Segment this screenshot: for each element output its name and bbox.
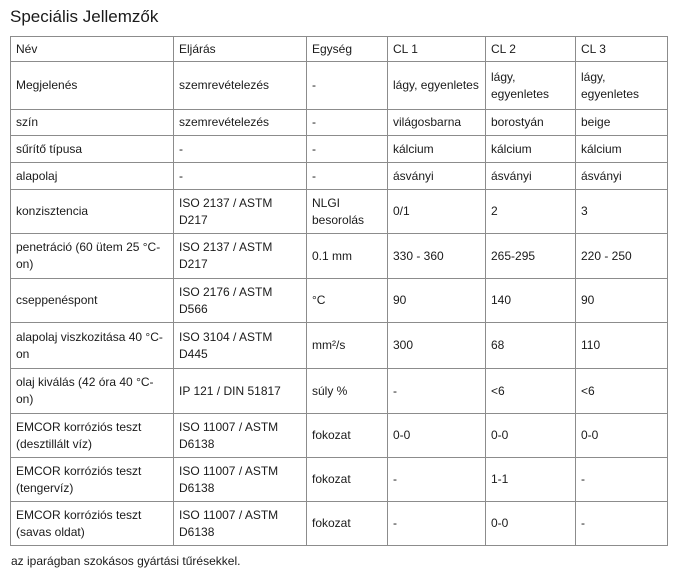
table-cell: - [307,62,388,110]
table-cell: <6 [486,369,576,414]
table-cell: 0-0 [388,414,486,458]
table-cell: - [388,458,486,502]
table-cell: ISO 2137 / ASTM D217 [174,190,307,234]
table-cell: 90 [388,279,486,323]
page-title: Speciális Jellemzők [10,7,159,26]
table-cell: - [307,163,388,190]
table-cell: kálcium [576,136,668,163]
table-row [11,234,668,279]
table-row [11,502,668,546]
table-cell: szemrevételezés [174,62,307,110]
table-row [11,190,668,234]
table-cell: 0-0 [486,414,576,458]
row-label: cseppenéspont [11,279,174,323]
table-cell: 0-0 [576,414,668,458]
table-cell: °C [307,279,388,323]
row-label: alapolaj viszkozitása 40 °C-on [11,323,174,369]
table-cell: - [576,502,668,546]
table-row [11,163,668,190]
table-cell: ISO 3104 / ASTM D445 [174,323,307,369]
table-cell: - [307,110,388,136]
table-cell: 330 - 360 [388,234,486,279]
table-cell: kálcium [486,136,576,163]
table-cell: 68 [486,323,576,369]
table-cell: 2 [486,190,576,234]
table-cell: - [174,163,307,190]
table-header-row [11,37,668,62]
table-cell: NLGI besorolás [307,190,388,234]
table-row [11,136,668,163]
table-cell: - [388,502,486,546]
table-cell: ISO 2176 / ASTM D566 [174,279,307,323]
table-cell: 265-295 [486,234,576,279]
row-label: szín [11,110,174,136]
table-cell: 0.1 mm [307,234,388,279]
table-cell: 0-0 [486,502,576,546]
table-cell: - [174,136,307,163]
table-cell: világosbarna [388,110,486,136]
row-label: EMCOR korróziós teszt (tengervíz) [11,458,174,502]
table-cell: fokozat [307,502,388,546]
table-row [11,323,668,369]
row-label: EMCOR korróziós teszt (desztillált víz) [11,414,174,458]
row-label: EMCOR korróziós teszt (savas oldat) [11,502,174,546]
table-cell: ISO 11007 / ASTM D6138 [174,414,307,458]
row-label: olaj kiválás (42 óra 40 °C-on) [11,369,174,414]
table-cell: ISO 11007 / ASTM D6138 [174,502,307,546]
table-row [11,369,668,414]
row-label: Megjelenés [11,62,174,110]
table-cell: 110 [576,323,668,369]
footnote-text: az iparágban szokásos gyártási tűrésekkel. [11,554,241,568]
table-cell: mm²/s [307,323,388,369]
table-row [11,110,668,136]
column-header-nev: Név [11,37,174,62]
table-cell: - [576,458,668,502]
row-label: konzisztencia [11,190,174,234]
table-cell: IP 121 / DIN 51817 [174,369,307,414]
column-header-cl2: CL 2 [486,37,576,62]
table-cell: 300 [388,323,486,369]
table-row [11,414,668,458]
row-label: penetráció (60 ütem 25 °C-on) [11,234,174,279]
table-cell: borostyán [486,110,576,136]
table-cell: 140 [486,279,576,323]
table-cell: ISO 2137 / ASTM D217 [174,234,307,279]
table-cell: beige [576,110,668,136]
column-header-eljaras: Eljárás [174,37,307,62]
table-cell: ásványi [576,163,668,190]
table-cell: szemrevételezés [174,110,307,136]
row-label: alapolaj [11,163,174,190]
table-cell: lágy, egyenletes [388,62,486,110]
table-cell: 1-1 [486,458,576,502]
table-cell: 0/1 [388,190,486,234]
table-cell: lágy, egyenletes [486,62,576,110]
table-cell: fokozat [307,414,388,458]
table-cell: súly % [307,369,388,414]
table-cell: ásványi [486,163,576,190]
table-cell: ásványi [388,163,486,190]
column-header-cl1: CL 1 [388,37,486,62]
table-cell: ISO 11007 / ASTM D6138 [174,458,307,502]
table-cell: 90 [576,279,668,323]
table-cell: - [307,136,388,163]
table-cell: fokozat [307,458,388,502]
table-row [11,458,668,502]
spec-properties-table [10,36,668,546]
table-cell: - [388,369,486,414]
table-cell: lágy, egyenletes [576,62,668,110]
table-cell: kálcium [388,136,486,163]
table-row [11,279,668,323]
column-header-cl3: CL 3 [576,37,668,62]
column-header-egyseg: Egység [307,37,388,62]
row-label: sűrítő típusa [11,136,174,163]
table-row [11,62,668,110]
table-cell: 220 - 250 [576,234,668,279]
table-cell: <6 [576,369,668,414]
table-cell: 3 [576,190,668,234]
